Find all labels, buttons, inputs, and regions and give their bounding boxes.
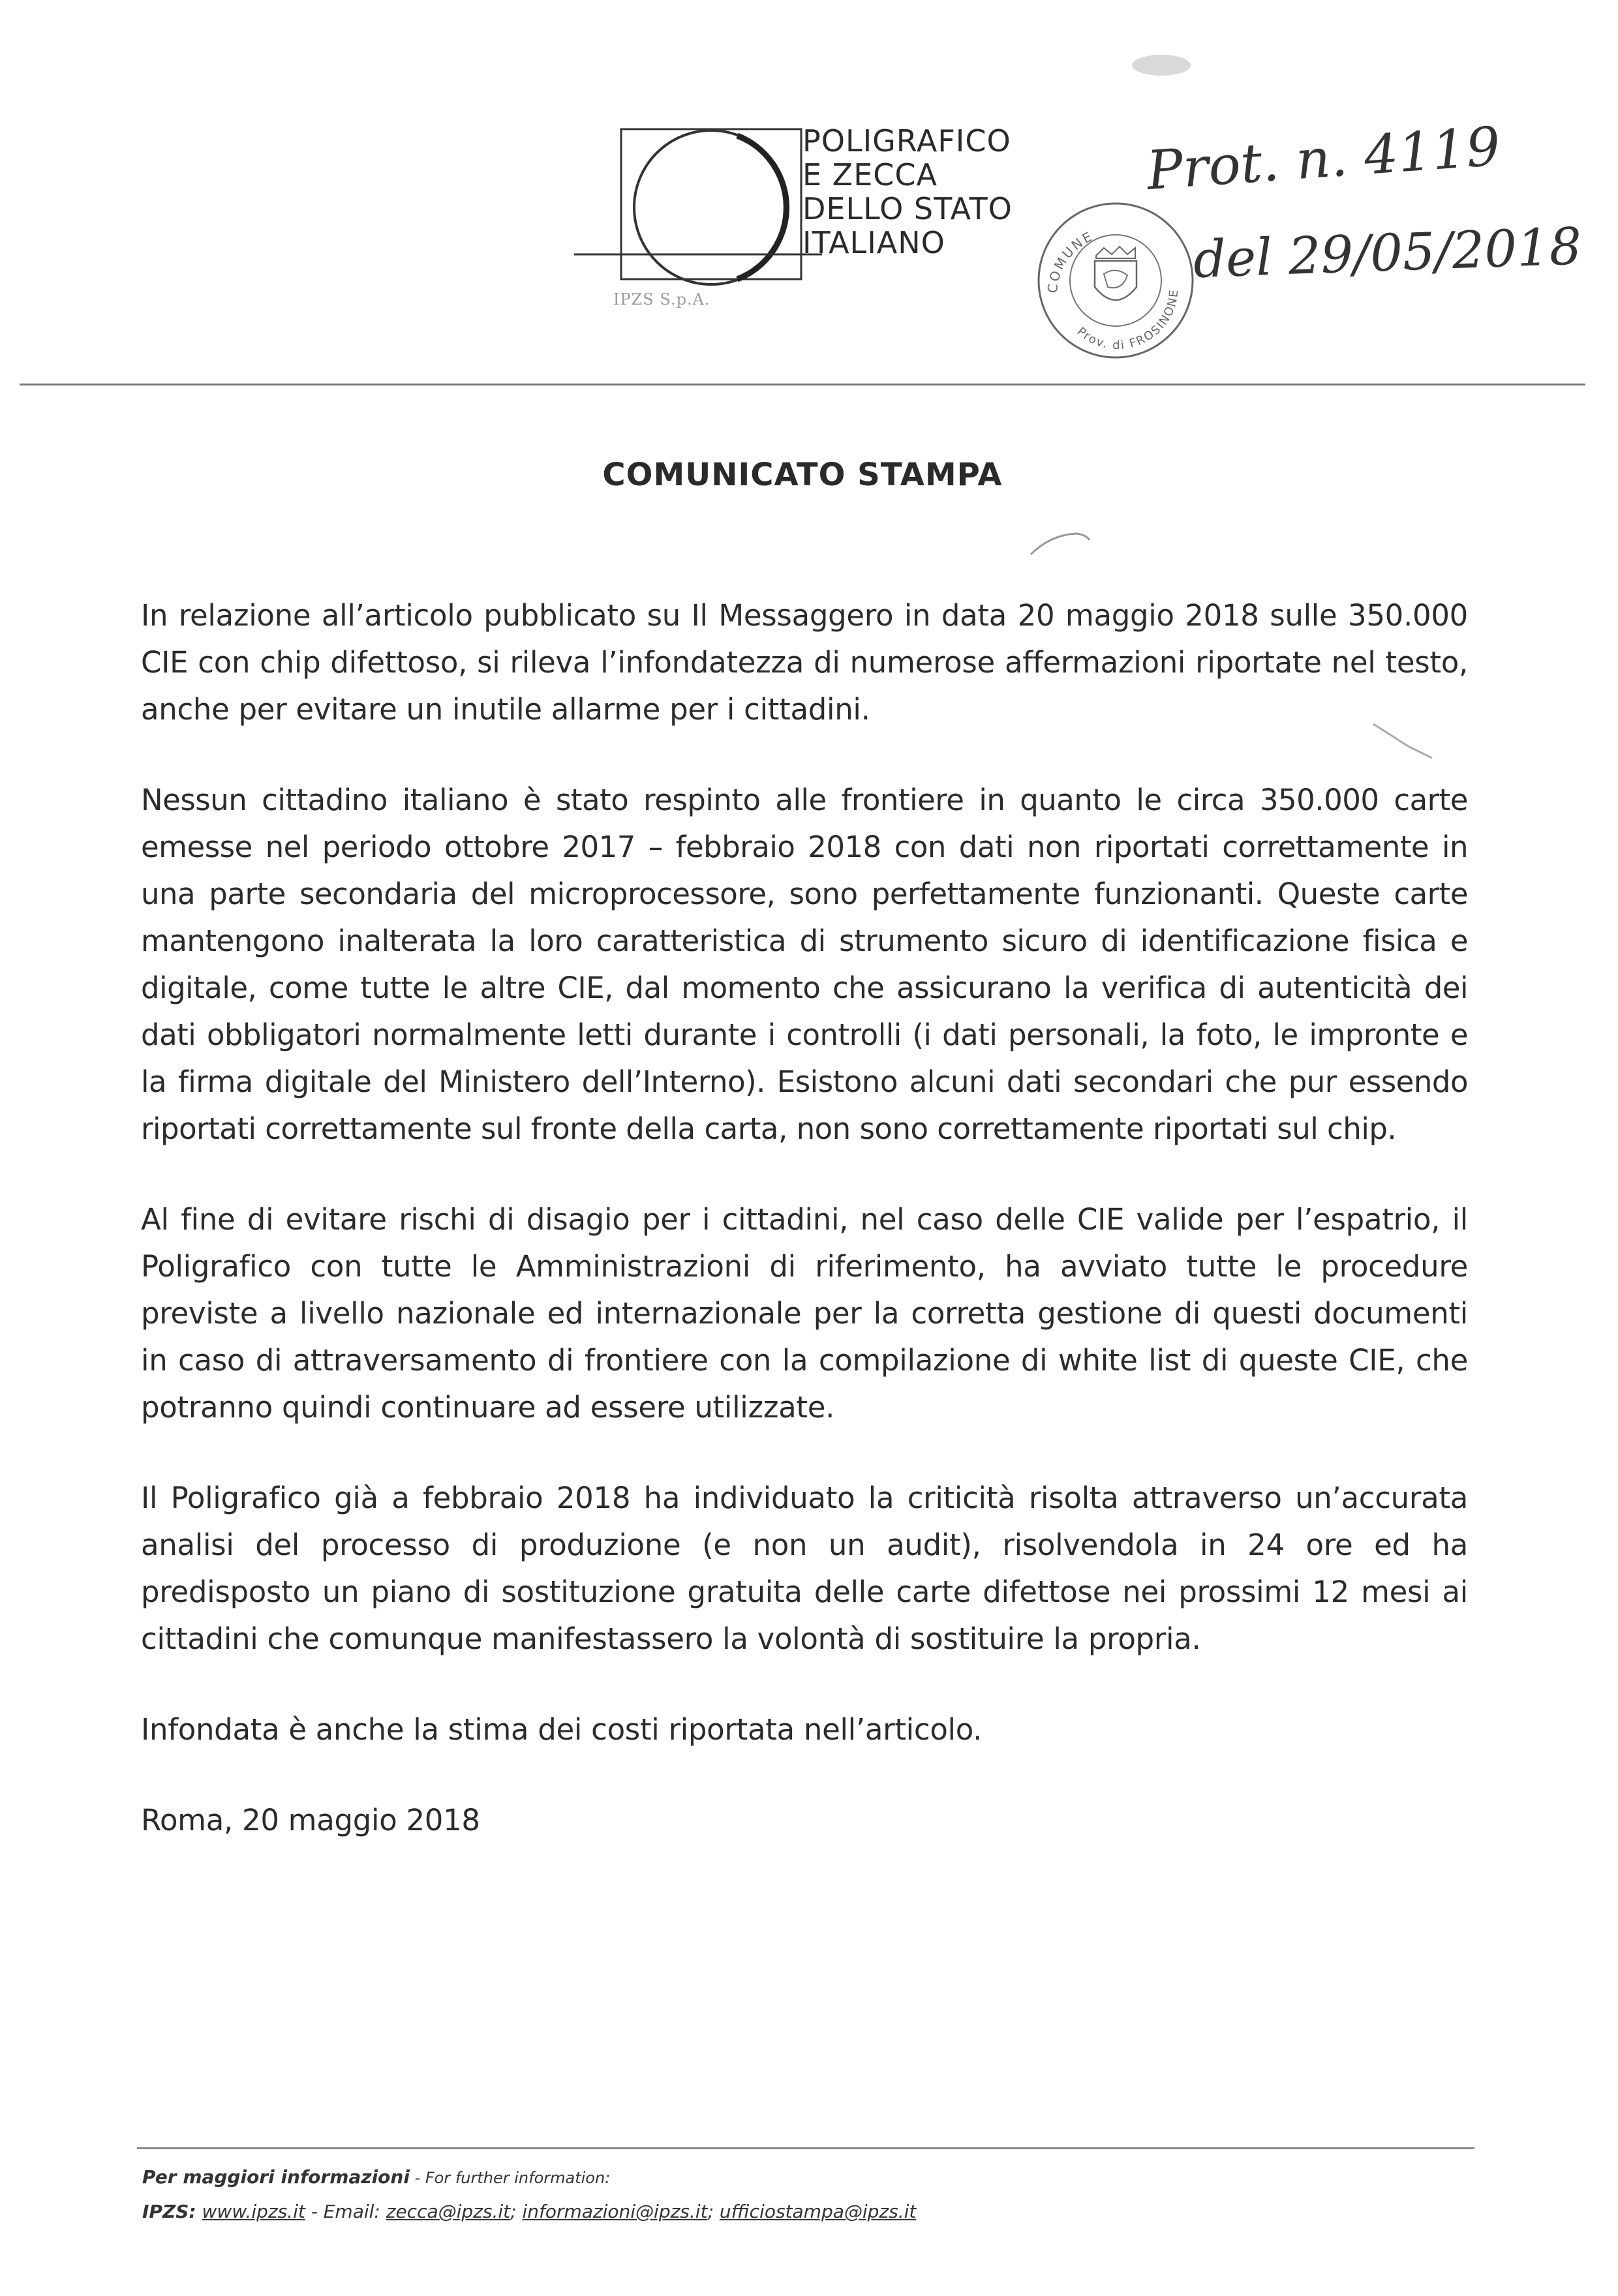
footer-info-en: - For further information:: [409, 2169, 611, 2187]
stamp-ring-top: COMUNE: [1044, 228, 1096, 294]
email-label: - Email:: [305, 2201, 386, 2222]
footer-contacts: [142, 2160, 1473, 2229]
press-release-body: [141, 592, 1468, 1888]
email-link-informazioni[interactable]: informazioni@ipzs.it: [522, 2201, 708, 2222]
footer-divider: [137, 2147, 1474, 2149]
logo-line: POLIGRAFICO: [802, 123, 1011, 159]
email-link-ufficiostampa[interactable]: ufficiostampa@ipzs.it: [719, 2201, 917, 2222]
protocol-handwriting: [1135, 115, 1583, 313]
website-link[interactable]: www.ipzs.it: [202, 2201, 305, 2222]
body-paragraph: Nessun cittadino italiano è stato respinto alle frontiere in quanto le circa 350.000 carte emesse nel periodo ottobre 2017 – febbraio 2018 con dati non riportati correttamente in una parte secondaria del microprocessore, sono perfettamente funzionanti. Queste carte mantengono inalterata la loro caratteristica di strumento sicuro di identificazione fisica e digitale, come tutte le altre CIE, dal momento che assicurano la verifica di autenticità dei dati obbligatori normalmente letti durante i controlli (i dati personali, la foto, le impronte e la firma digitale del Ministero dell’Interno). Esistono alcuni dati secondari che pur essendo riportati correttamente sul fronte della carta, non sono correttamente riportati sul chip.: [141, 783, 1468, 1146]
body-paragraph: Il Poligrafico già a febbraio 2018 ha individuato la criticità risolta attraverso un’accurata analisi del processo di produzione (e non un audit), risolvendola in 24 ore ed ha predisposto un piano di sostituzione gratuita delle carte difettose nei prossimi 12 mesi ai cittadini che comunque manifestassero la volontà di sostituire la propria.: [141, 1481, 1468, 1656]
logo-wordmark: [802, 124, 1013, 260]
footer-info-it: Per maggiori informazioni: [142, 2166, 410, 2188]
scan-smudge-icon: [1024, 522, 1096, 561]
page-title: COMUNICATO STAMPA: [602, 457, 1003, 493]
body-paragraph: Infondata è anche la stima dei costi riportata nell’articolo.: [141, 1712, 983, 1747]
scan-smudge-icon: [1122, 46, 1200, 85]
footer-info-line: [142, 2160, 1473, 2195]
logo-line: ITALIANO: [802, 225, 945, 260]
separator: ;: [510, 2201, 523, 2222]
logo-subtitle: IPZS S.p.A.: [613, 290, 710, 309]
header-divider: [20, 384, 1585, 385]
ipzs-logo: [574, 124, 1070, 320]
footer-org: IPZS:: [142, 2201, 196, 2222]
logo-line: E ZECCA: [802, 157, 938, 192]
body-paragraph: Al fine di evitare rischi di disagio per i cittadini, nel caso delle CIE valide per l’espatrio, il Poligrafico con tutte le Amministrazioni di riferimento, ha avviato tutte le procedure previste a livello nazionale ed internazionale per la corretta gestione di questi documenti in caso di attraversamento di frontiere con la compilazione di white list di queste CIE, che potranno quindi continuare ad essere utilizzate.: [141, 1202, 1468, 1425]
body-paragraph: In relazione all’articolo pubblicato su Il Messaggero in data 20 maggio 2018 sulle 350.000 CIE con chip difettoso, si rileva l’infondatezza di numerose affermazioni riportate nel testo, anche per evitare un inutile allarme per i cittadini.: [141, 598, 1468, 727]
logo-line: DELLO STATO: [802, 191, 1013, 226]
email-link-zecca[interactable]: zecca@ipzs.it: [386, 2201, 511, 2222]
stamp-ring-bottom: Prov. di FROSINONE: [1074, 288, 1182, 353]
footer-links-line: [142, 2195, 1473, 2229]
handwritten-protocol-date: del 29/05/2018: [1192, 217, 1583, 290]
place-date: Roma, 20 maggio 2018: [141, 1803, 480, 1837]
handwritten-protocol-number: Prot. n. 4119: [1144, 115, 1503, 202]
separator: ;: [707, 2201, 720, 2222]
